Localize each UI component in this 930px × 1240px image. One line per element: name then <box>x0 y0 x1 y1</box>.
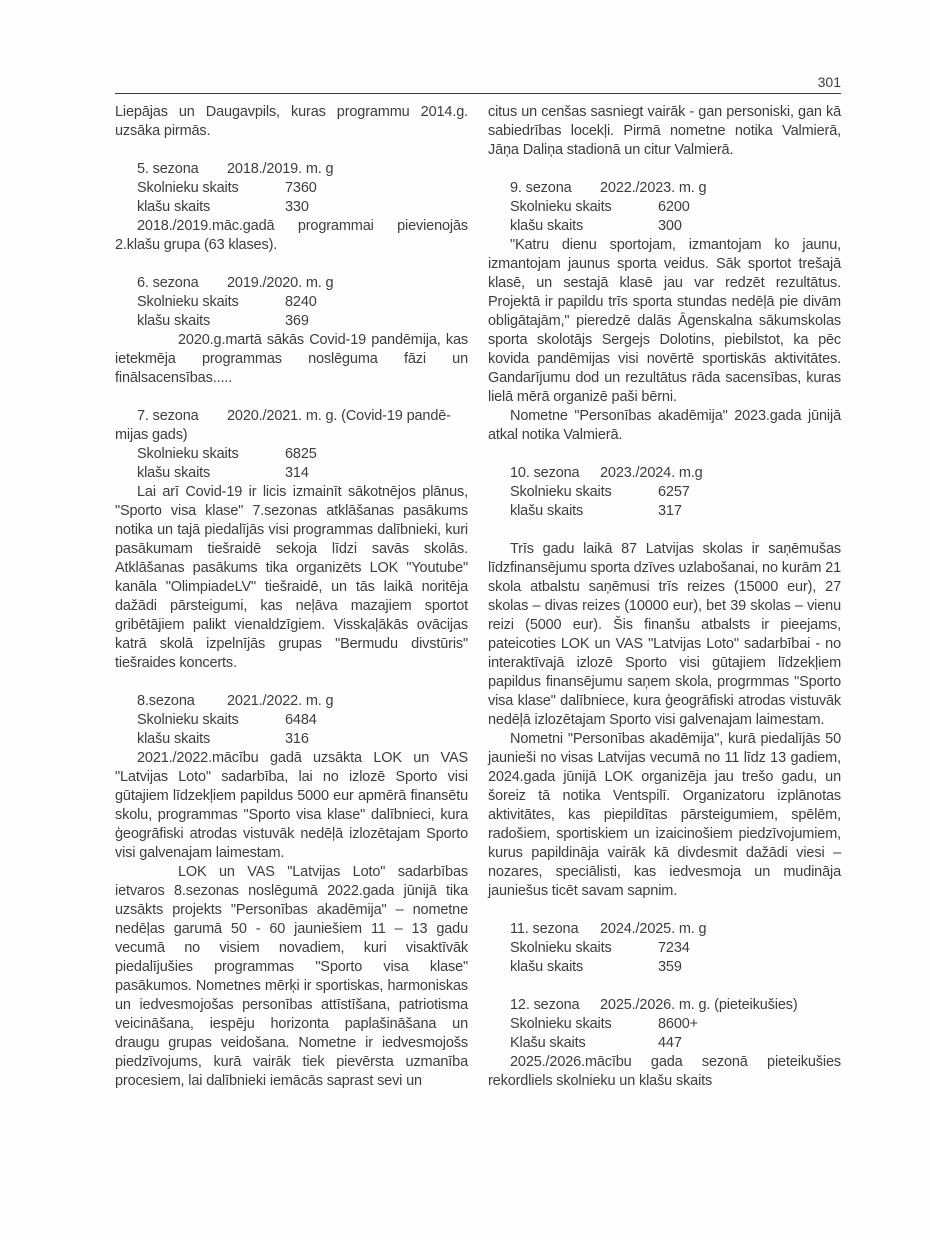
season-year: 2024./2025. m. g <box>600 921 707 937</box>
paragraph: 2018./2019.māc.gadā programmai pievienojās 2.klašu grupa (63 klases). <box>115 218 468 253</box>
season-label: 7. sezona <box>137 408 199 424</box>
stat-value: 6257 <box>658 484 690 500</box>
paragraph: Liepājas un Daugavpils, kuras programmu 2014.g. uzsāka pirmās. <box>115 104 468 139</box>
line-gap <box>488 521 841 540</box>
stat-row <box>488 217 841 236</box>
paragraph: Nometni "Personības akadēmija", kurā piedalījās 50 jaunieši no visas Latvijas vecumā no 11 līdz 13 gadiem, 2024.gada jūnijā LOK organizēja jau trešo gadu, un šoreiz tā notika Ventspilī. Organizatoru izplānotas aktivitātes, kas piepildītas pārsteigumiem, spēlēm, radošiem, sportiskiem un izaicinošiem piedzīvojumiem, kurus papildināja vairāk kā divdesmit dažādi viesi – nozares, speciālisti, kas iedvesmoja un mudināja jauniešus ticēt savam sapnim. <box>488 731 841 899</box>
season-header <box>488 464 841 483</box>
stat-value: 8600+ <box>658 1016 698 1032</box>
right-column <box>488 103 841 1091</box>
stat-label: klašu skaits <box>137 465 211 481</box>
stat-row <box>115 464 468 483</box>
season-year: 2020./2021. m. g. (Covid-19 pandē- <box>227 408 451 424</box>
paragraph: citus un cenšas sasniegt vairāk - gan personiski, gan kā sabiedrības locekļi. Pirmā nometne notika Valmierā, Jāņa Daliņa stadionā un citur Valmierā. <box>488 104 841 158</box>
stat-label: Skolnieku skaits <box>510 484 612 500</box>
season-year: 2023./2024. m.g <box>600 465 703 481</box>
stat-row <box>488 958 841 977</box>
stat-row <box>115 730 468 749</box>
line-gap <box>488 977 841 996</box>
header-rule <box>115 93 841 94</box>
stat-label: klašu skaits <box>510 959 584 975</box>
stat-label: Klašu skaits <box>510 1035 586 1051</box>
stat-row <box>115 445 468 464</box>
season-header <box>488 996 841 1015</box>
stat-label: klašu skaits <box>137 199 211 215</box>
stat-value: 6484 <box>285 712 317 728</box>
stat-value: 330 <box>285 199 309 215</box>
paragraph: Nometne "Personības akadēmija" 2023.gada jūnijā atkal notika Valmierā. <box>488 408 841 443</box>
stat-value: 314 <box>285 465 309 481</box>
stat-label: Skolnieku skaits <box>510 199 612 215</box>
season-year-wrap: mijas gads) <box>115 427 188 443</box>
stat-label: klašu skaits <box>510 503 584 519</box>
stat-label: Skolnieku skaits <box>137 294 239 310</box>
stat-value: 359 <box>658 959 682 975</box>
page-number: 301 <box>817 74 841 90</box>
stat-label: Skolnieku skaits <box>137 446 239 462</box>
stat-value: 317 <box>658 503 682 519</box>
season-header <box>488 179 841 198</box>
two-column-text <box>115 103 841 1091</box>
stat-label: klašu skaits <box>510 218 584 234</box>
season-label: 6. sezona <box>137 275 199 291</box>
stat-row <box>115 711 468 730</box>
season-block <box>115 274 468 331</box>
season-block <box>115 160 468 217</box>
season-label: 9. sezona <box>510 180 572 196</box>
season-year: 2021./2022. m. g <box>227 693 334 709</box>
season-year: 2019./2020. m. g <box>227 275 334 291</box>
season-block <box>488 464 841 521</box>
season-block <box>115 407 468 483</box>
stat-value: 8240 <box>285 294 317 310</box>
stat-row <box>488 939 841 958</box>
season-header <box>115 407 468 426</box>
line-gap <box>115 255 468 274</box>
stat-label: klašu skaits <box>137 731 211 747</box>
season-header <box>115 274 468 293</box>
line-gap <box>115 388 468 407</box>
stat-row <box>115 179 468 198</box>
paragraph: 2025./2026.mācību gada sezonā pieteikušies rekordliels skolnieku un klašu skaits <box>488 1054 841 1089</box>
season-block <box>488 996 841 1053</box>
paragraph: 2020.g.martā sākās Covid-19 pandēmija, kas ietekmēja programmas noslēguma fāzi un finālsacensības..... <box>115 332 468 386</box>
season-label: 12. sezona <box>510 997 580 1013</box>
season-header <box>115 692 468 711</box>
season-year: 2022./2023. m. g <box>600 180 707 196</box>
season-label: 11. sezona <box>510 921 579 937</box>
paragraph: 2021./2022.mācību gadā uzsākta LOK un VAS "Latvijas Loto" sadarbība, lai no izlozē Sporto visi gūtajiem līdzekļiem papildus 5000 eur apmērā finansētu skolu, programmas "Sporto visa klase" dalībnieci, kura ģeogrāfiski atrodas vistuvāk nedēļā izlozētajam Sporto visi galvenajam laimestam. <box>115 750 468 861</box>
stat-row <box>115 198 468 217</box>
stat-row <box>115 312 468 331</box>
line-gap <box>115 141 468 160</box>
left-column <box>115 103 468 1091</box>
stat-value: 316 <box>285 731 309 747</box>
stat-value: 6200 <box>658 199 690 215</box>
stat-label: Skolnieku skaits <box>510 1016 612 1032</box>
season-label: 8.sezona <box>137 693 195 709</box>
stat-value: 6825 <box>285 446 317 462</box>
season-block <box>488 920 841 977</box>
stat-value: 7360 <box>285 180 317 196</box>
season-header <box>115 160 468 179</box>
season-year: 2018./2019. m. g <box>227 161 334 177</box>
season-block <box>488 179 841 236</box>
line-gap <box>488 160 841 179</box>
stat-row <box>115 293 468 312</box>
stat-value: 447 <box>658 1035 682 1051</box>
paragraph: Trīs gadu laikā 87 Latvijas skolas ir saņēmušas līdzfinansējumu sporta dzīves uzlabošanai, no kurām 21 skola atbalstu saņēmusi trīs reizes (15000 eur), 27 skolas – divas reizes (10000 eur), bet 39 skolas – vienu reizi (5000 eur). Šis finanšu atbalsts ir pieejams, pateicoties LOK un VAS "Latvijas Loto" sadarbībai - no interaktīvajā izlozē Sporto visi gūtajiem līdzekļiem papildus finansējumu saņem skola, progrmmas "Sporto visa klase" dalībniece, kura ģeogrāfiski atrodas vistuvāk nedēļā izlozētajam Sporto visi galvenajam laimestam. <box>488 541 841 728</box>
season-label: 5. sezona <box>137 161 199 177</box>
stat-value: 300 <box>658 218 682 234</box>
paragraph: "Katru dienu sportojam, izmantojam ko jaunu, izmantojam jaunus sporta veidus. Sāk sportot trešajā klasē, un sestajā klasē jau var redzēt rezultātus. Projektā ir papildu trīs sporta stundas nedēļā pie divām obligātajām," pieredzē dalās Āgenskalna sākumskolas sporta skolotājs Sergejs Dolotins, piebilstot, ka pēc kovida pandēmijas visi novērtē sportiskās aktivitātes. Gandarījumu dod un rezultātus rāda sacensības, kuras lielā mērā organizē paši bērni. <box>488 237 841 405</box>
stat-label: Skolnieku skaits <box>510 940 612 956</box>
line-gap <box>115 673 468 692</box>
stat-label: Skolnieku skaits <box>137 180 239 196</box>
stat-row <box>488 198 841 217</box>
stat-label: Skolnieku skaits <box>137 712 239 728</box>
paragraph: Lai arī Covid-19 ir licis izmainīt sākotnējos plānus, "Sporto visa klase" 7.sezonas atklāšanas pasākums notika un tajā piedalījās visi programmas dalībnieki, kuri pasākumam tiešraidē sekoja līdzi savās skolās. Atklāšanas pasākums tika organizēts LOK "Youtube" kanāla "OlimpiadeLV" tiešraidē, un tās laikā noritēja dažādi pārsteigumi, kas neļāva mazajiem sportot gribētājiem palikt vienaldzīgiem. Visskaļākās ovācijas katrā skolā izpelnījās grupas "Bermudu divstūris" tiešraides koncerts. <box>115 484 468 671</box>
season-label: 10. sezona <box>510 465 580 481</box>
line-gap <box>488 445 841 464</box>
stat-row <box>488 1034 841 1053</box>
line-gap <box>488 901 841 920</box>
stat-label: klašu skaits <box>137 313 211 329</box>
stat-value: 7234 <box>658 940 690 956</box>
stat-row <box>488 1015 841 1034</box>
stat-row <box>488 483 841 502</box>
season-header <box>488 920 841 939</box>
season-year: 2025./2026. m. g. (pieteikušies) <box>600 997 798 1013</box>
stat-row <box>488 502 841 521</box>
stat-value: 369 <box>285 313 309 329</box>
season-block <box>115 692 468 749</box>
paragraph: LOK un VAS "Latvijas Loto" sadarbības ietvaros 8.sezonas noslēgumā 2022.gada jūnijā tika uzsākts projekts "Personības akadēmija" – nometne nedēļas garumā 50 - 60 jauniešiem 11 – 13 gadu vecumā no visiem novadiem, kuri visaktīvāk piedalījušies programmas "Sporto visa klase" pasākumos. Nometnes mērķi ir sportiskas, harmoniskas un iedvesmojošas personības attīstīšana, patriotisma veicināšana, iespēju horizonta paplašināšana un draugu grupas veidošana. Nometne ir iedvesmojošs piedzīvojums, kurā vairāk tiek pievērsta uzmanība procesiem, lai dalībnieki iemācās saprast sevi un <box>115 864 468 1089</box>
